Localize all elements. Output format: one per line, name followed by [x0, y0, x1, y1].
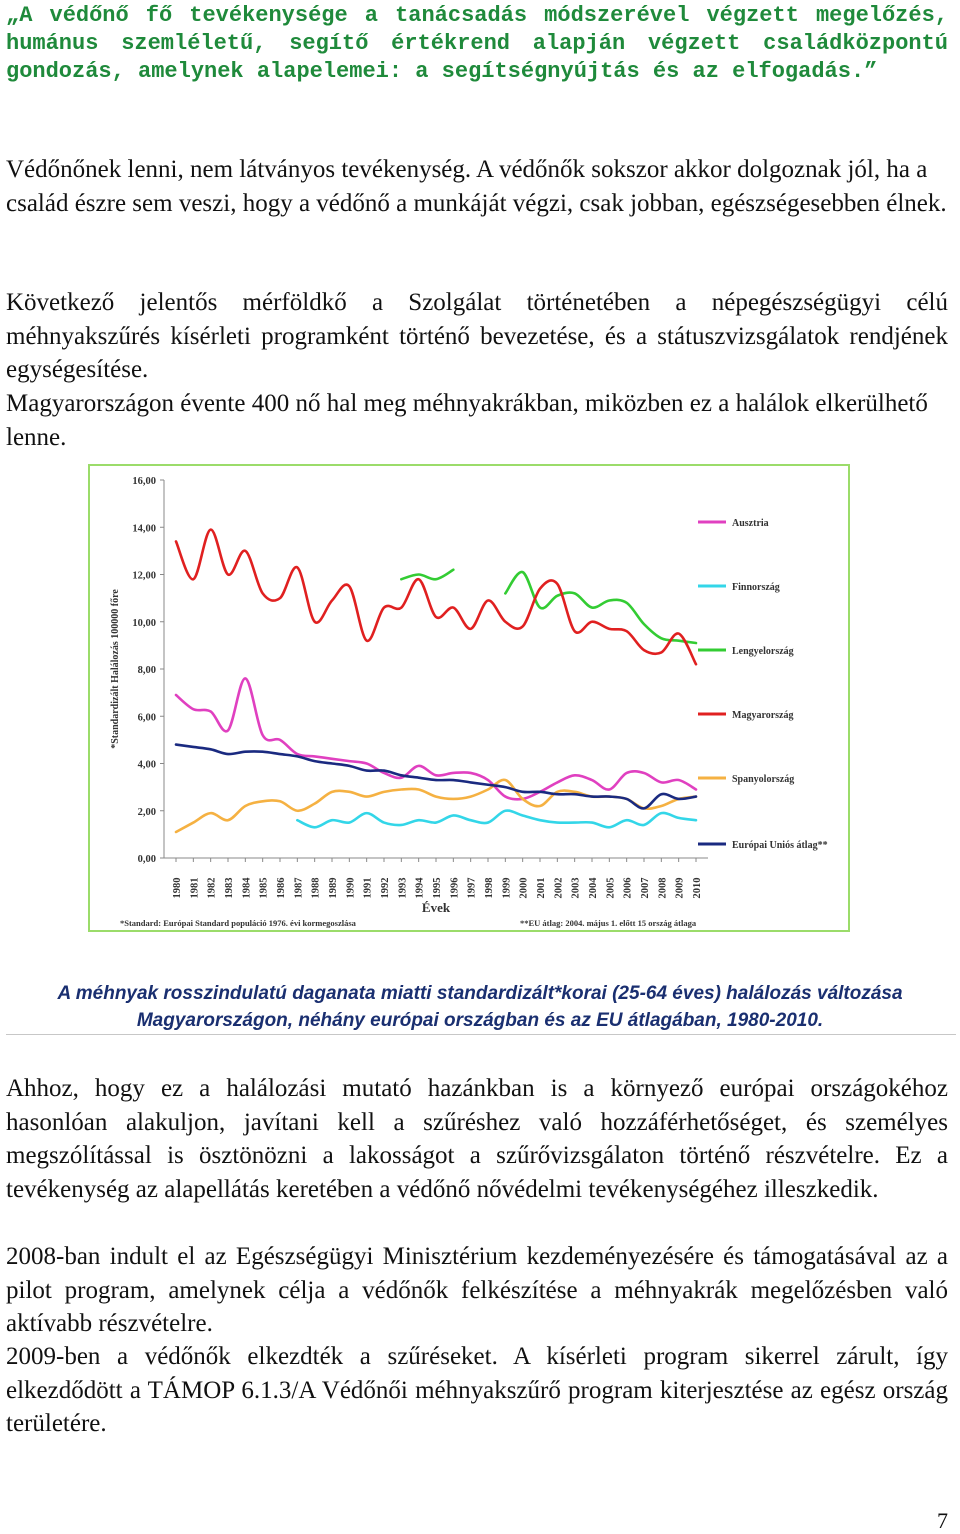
series-line-3-segment-0 — [176, 530, 696, 665]
footnote-right: **EU átlag: 2004. május 1. előtt 15 ország átlaga — [520, 918, 697, 928]
caption-divider — [6, 1034, 956, 1035]
legend-label: Lengyelország — [732, 646, 794, 657]
x-tick-label: 2007 — [640, 877, 651, 899]
series-line-1-segment-0 — [297, 811, 696, 828]
y-tick-label: 0,00 — [137, 854, 156, 865]
y-tick-label: 14,00 — [132, 523, 156, 535]
x-tick-label: 2003 — [570, 877, 582, 899]
legend-label: Magyarország — [732, 710, 794, 721]
x-tick-label: 1983 — [224, 877, 235, 899]
paragraph-1: Védőnőnek lenni, nem látványos tevékenység. A védőnők sokszor akkor dolgoznak jól, ha a család észre sem veszi, hogy a védőnő a munkáját végzi, csak jobban, egészségesebben élnek. — [6, 156, 947, 217]
paragraph-6: 2009-ben a védőnők elkezdték a szűréseket. A kísérleti program sikerrel zárult, így elkezdődött a TÁMOP 6.1.3/A Védőnői méhnyakszűrő program kiterjesztése az egész ország területére. — [6, 1343, 948, 1437]
x-tick-label: 1988 — [310, 877, 322, 899]
y-tick-label: 2,00 — [137, 806, 156, 818]
x-tick-label: 1997 — [466, 877, 478, 899]
x-tick-label: 1985 — [258, 877, 270, 899]
x-tick-label: 1993 — [397, 877, 409, 899]
legend-label: Ausztria — [732, 518, 769, 529]
paragraph-3: Magyarországon évente 400 nő hal meg méhnyakrákban, miközben ez a halálok elkerülhető lenne. — [6, 390, 928, 451]
x-tick-label: 1998 — [484, 877, 495, 899]
x-tick-label: 1981 — [189, 877, 201, 899]
y-tick-label: 10,00 — [132, 617, 156, 629]
y-tick-label: 16,00 — [132, 476, 156, 487]
chart-caption — [0, 980, 960, 1034]
series-line-2-segment-1 — [505, 572, 696, 643]
y-tick-label: 6,00 — [137, 712, 156, 724]
x-tick-label: 1992 — [380, 877, 391, 899]
x-tick-label: 2005 — [605, 877, 617, 899]
intro-quote: „A védőnő fő tevékenysége a tanácsadás módszerével végzett megelőzés, humánus szemléletű, segítő értékrend alapján végzett családközpontú gondozás, amelynek alapelemei: a segítségnyújtás és az elfogadás.” — [6, 3, 948, 84]
y-tick-label: 8,00 — [137, 665, 156, 676]
x-tick-label: 2000 — [518, 877, 530, 899]
mortality-chart — [88, 464, 850, 932]
paragraph-2: Következő jelentős mérföldkő a Szolgálat történetében a népegészségügyi célú méhnyakszűrés kísérleti programként történő bevezetése, és a státuszvizsgálatok rendjének egységesítése. — [6, 289, 948, 383]
chart-caption-line-2: Magyarországon, néhány európai országban és az EU átlagában, 1980-2010. — [136, 1010, 824, 1031]
y-tick-label: 12,00 — [132, 570, 156, 582]
x-tick-label: 2008 — [657, 877, 669, 899]
x-tick-label: 1987 — [293, 877, 305, 899]
x-axis-label: Évek — [421, 900, 451, 915]
x-tick-label: 1994 — [414, 877, 426, 899]
y-tick-label: 4,00 — [137, 759, 156, 771]
x-tick-label: 2002 — [553, 877, 565, 899]
x-tick-label: 1982 — [206, 877, 218, 899]
x-tick-label: 2010 — [692, 877, 703, 899]
x-tick-label: 1991 — [362, 877, 374, 899]
x-tick-label: 1989 — [328, 877, 339, 899]
y-axis-label: *Standardizált Halálozás 100000 főre — [110, 589, 121, 749]
legend-label: Európai Uniós átlag** — [732, 840, 828, 851]
chart-caption-line-1: A méhnyak rosszindulatú daganata miatti standardizált*korai (25-64 éves) halálozás változása — [57, 983, 903, 1004]
paragraph-4: Ahhoz, hogy ez a halálozási mutató hazánkban is a környező európai országokéhoz hasonlóan alakuljon, javítani kell a szűréshez való hozzáférhetőséget, és személyes megszólítással is ösztönözni a lakosságot a szűrővizsgálaton történő részvételre. Ez a tevékenység az alapellátás keretében a védőnő nővédelmi tevékenységéhez illeszkedik. — [6, 1075, 948, 1203]
x-tick-label: 2001 — [536, 877, 547, 899]
x-tick-label: 1995 — [432, 877, 443, 899]
x-tick-label: 1999 — [501, 877, 513, 899]
x-tick-label: 1984 — [241, 877, 253, 899]
legend-label: Spanyolország — [732, 774, 795, 785]
x-tick-label: 1980 — [172, 877, 183, 899]
x-tick-label: 2009 — [674, 877, 686, 899]
page-number: 7 — [937, 1508, 948, 1533]
x-tick-label: 1990 — [345, 877, 357, 899]
x-tick-label: 1986 — [276, 877, 287, 899]
x-tick-label: 1996 — [449, 877, 461, 899]
x-tick-label: 2006 — [622, 877, 634, 899]
series-line-2-segment-0 — [401, 570, 453, 580]
x-tick-label: 2004 — [588, 877, 599, 899]
mortality-chart-svg — [90, 466, 848, 930]
footnote-left: *Standard: Európai Standard populáció 1976. évi kormegoszlása — [120, 918, 356, 928]
paragraph-5: 2008-ban indult el az Egészségügyi Minisztérium kezdeményezésére és támogatásával az a pilot program, amelynek célja a védőnők felkészítése a méhnyakrák megelőzésben való aktívabb részvételre. — [6, 1243, 948, 1337]
legend-label: Finnország — [732, 582, 780, 593]
